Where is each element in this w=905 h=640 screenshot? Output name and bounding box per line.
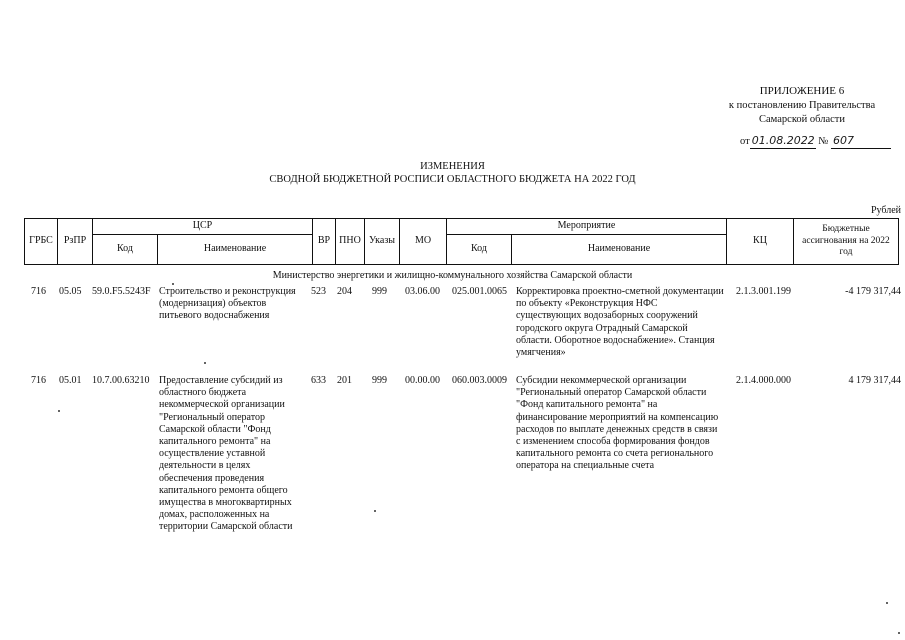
row-pno: 204	[337, 286, 352, 297]
row-csr-name: Предоставление субсидий из областного бюджета некоммерческой организации "Региональный оператор Самарской области "Фонд капитального ремонта" на осуществление уставной деятельности в целях обеспечения проведения капитального ремонта общего имущества в многоквартирных домах, расположенных на территории Самарской области	[159, 375, 293, 533]
row-pno: 201	[337, 375, 352, 386]
appendix-subtitle: к постановлению Правительства	[728, 99, 876, 111]
row-event-name: Корректировка проектно-сметной документации по объекту «Реконструкция НФС существующих водозаборных сооружений городского округа Отрадный Самарской области. Оборотное водоснабжение». Станция умягчения»	[516, 286, 724, 358]
title-line-2: СВОДНОЙ БЮДЖЕТНОЙ РОСПИСИ ОБЛАСТНОГО БЮДЖЕТА НА 2022 ГОД	[269, 174, 636, 186]
appendix-region: Самарской области	[759, 114, 845, 126]
row-ukazy: 999	[372, 375, 387, 386]
header-ukazy: Указы	[365, 219, 400, 265]
header-kc: КЦ	[727, 219, 794, 265]
header-vr: ВР	[313, 219, 336, 265]
row-kc: 2.1.3.001.199	[736, 286, 791, 297]
number-sign: №	[818, 136, 829, 147]
header-event-name: Наименование	[512, 234, 727, 264]
header-budget: Бюджетные ассигнования на 2022 год	[794, 219, 899, 265]
row-csr-code: 59.0.F5.5243F	[92, 286, 151, 297]
row-mo: 03.06.00	[405, 286, 440, 297]
header-rzpr: РзПР	[58, 219, 93, 265]
decree-date-line	[740, 134, 891, 149]
decree-date: 01.08.2022	[751, 134, 815, 147]
row-rzpr: 05.01	[59, 375, 82, 386]
ministry-name: Министерство энергетики и жилищно-коммунального хозяйства Самарской области	[272, 270, 633, 281]
header-event: Мероприятие	[447, 219, 727, 235]
row-event-name: Субсидии некоммерческой организации "Региональный оператор Самарской области "Фонд капитального ремонта" на финансирование мероприятий на компенсацию расходов по выплате денежных средств в связи с изменением способа формирования фондов капитального ремонта со счета регионального оператора на специальные счета	[516, 375, 719, 472]
scan-speck	[204, 362, 206, 364]
row-amount: -4 179 317,44	[845, 286, 901, 297]
row-mo: 00.00.00	[405, 375, 440, 386]
header-csr-code: Код	[93, 234, 158, 264]
decree-number: 607	[831, 134, 891, 149]
scan-speck	[374, 510, 376, 512]
document-title	[0, 160, 905, 186]
scan-speck	[886, 602, 888, 604]
appendix-title: ПРИЛОЖЕНИЕ 6	[759, 85, 845, 97]
scan-speck	[172, 283, 174, 285]
header-pno: ПНО	[336, 219, 365, 265]
row-grbs: 716	[31, 286, 46, 297]
row-event-code: 060.003.0009	[452, 375, 507, 386]
row-grbs: 716	[31, 375, 46, 386]
row-amount: 4 179 317,44	[848, 375, 901, 386]
scan-speck	[898, 632, 900, 634]
row-vr: 633	[311, 375, 326, 386]
row-csr-name: Строительство и реконструкция (модернизация) объектов питьевого водоснабжения	[159, 286, 296, 322]
scan-speck	[58, 410, 60, 412]
date-prefix: от	[740, 136, 750, 147]
header-csr: ЦСР	[93, 219, 313, 235]
title-line-1: ИЗМЕНЕНИЯ	[420, 161, 485, 172]
appendix-block	[717, 84, 887, 127]
row-csr-code: 10.7.00.63210	[92, 375, 150, 386]
row-vr: 523	[311, 286, 326, 297]
header-grbs: ГРБС	[25, 219, 58, 265]
header-event-code: Код	[447, 234, 512, 264]
row-rzpr: 05.05	[59, 286, 82, 297]
header-table	[24, 218, 899, 265]
header-csr-name: Наименование	[158, 234, 313, 264]
row-kc: 2.1.4.000.000	[736, 375, 791, 386]
header-mo: МО	[400, 219, 447, 265]
row-ukazy: 999	[372, 286, 387, 297]
row-event-code: 025.001.0065	[452, 286, 507, 297]
units-label: Рублей	[870, 205, 901, 216]
